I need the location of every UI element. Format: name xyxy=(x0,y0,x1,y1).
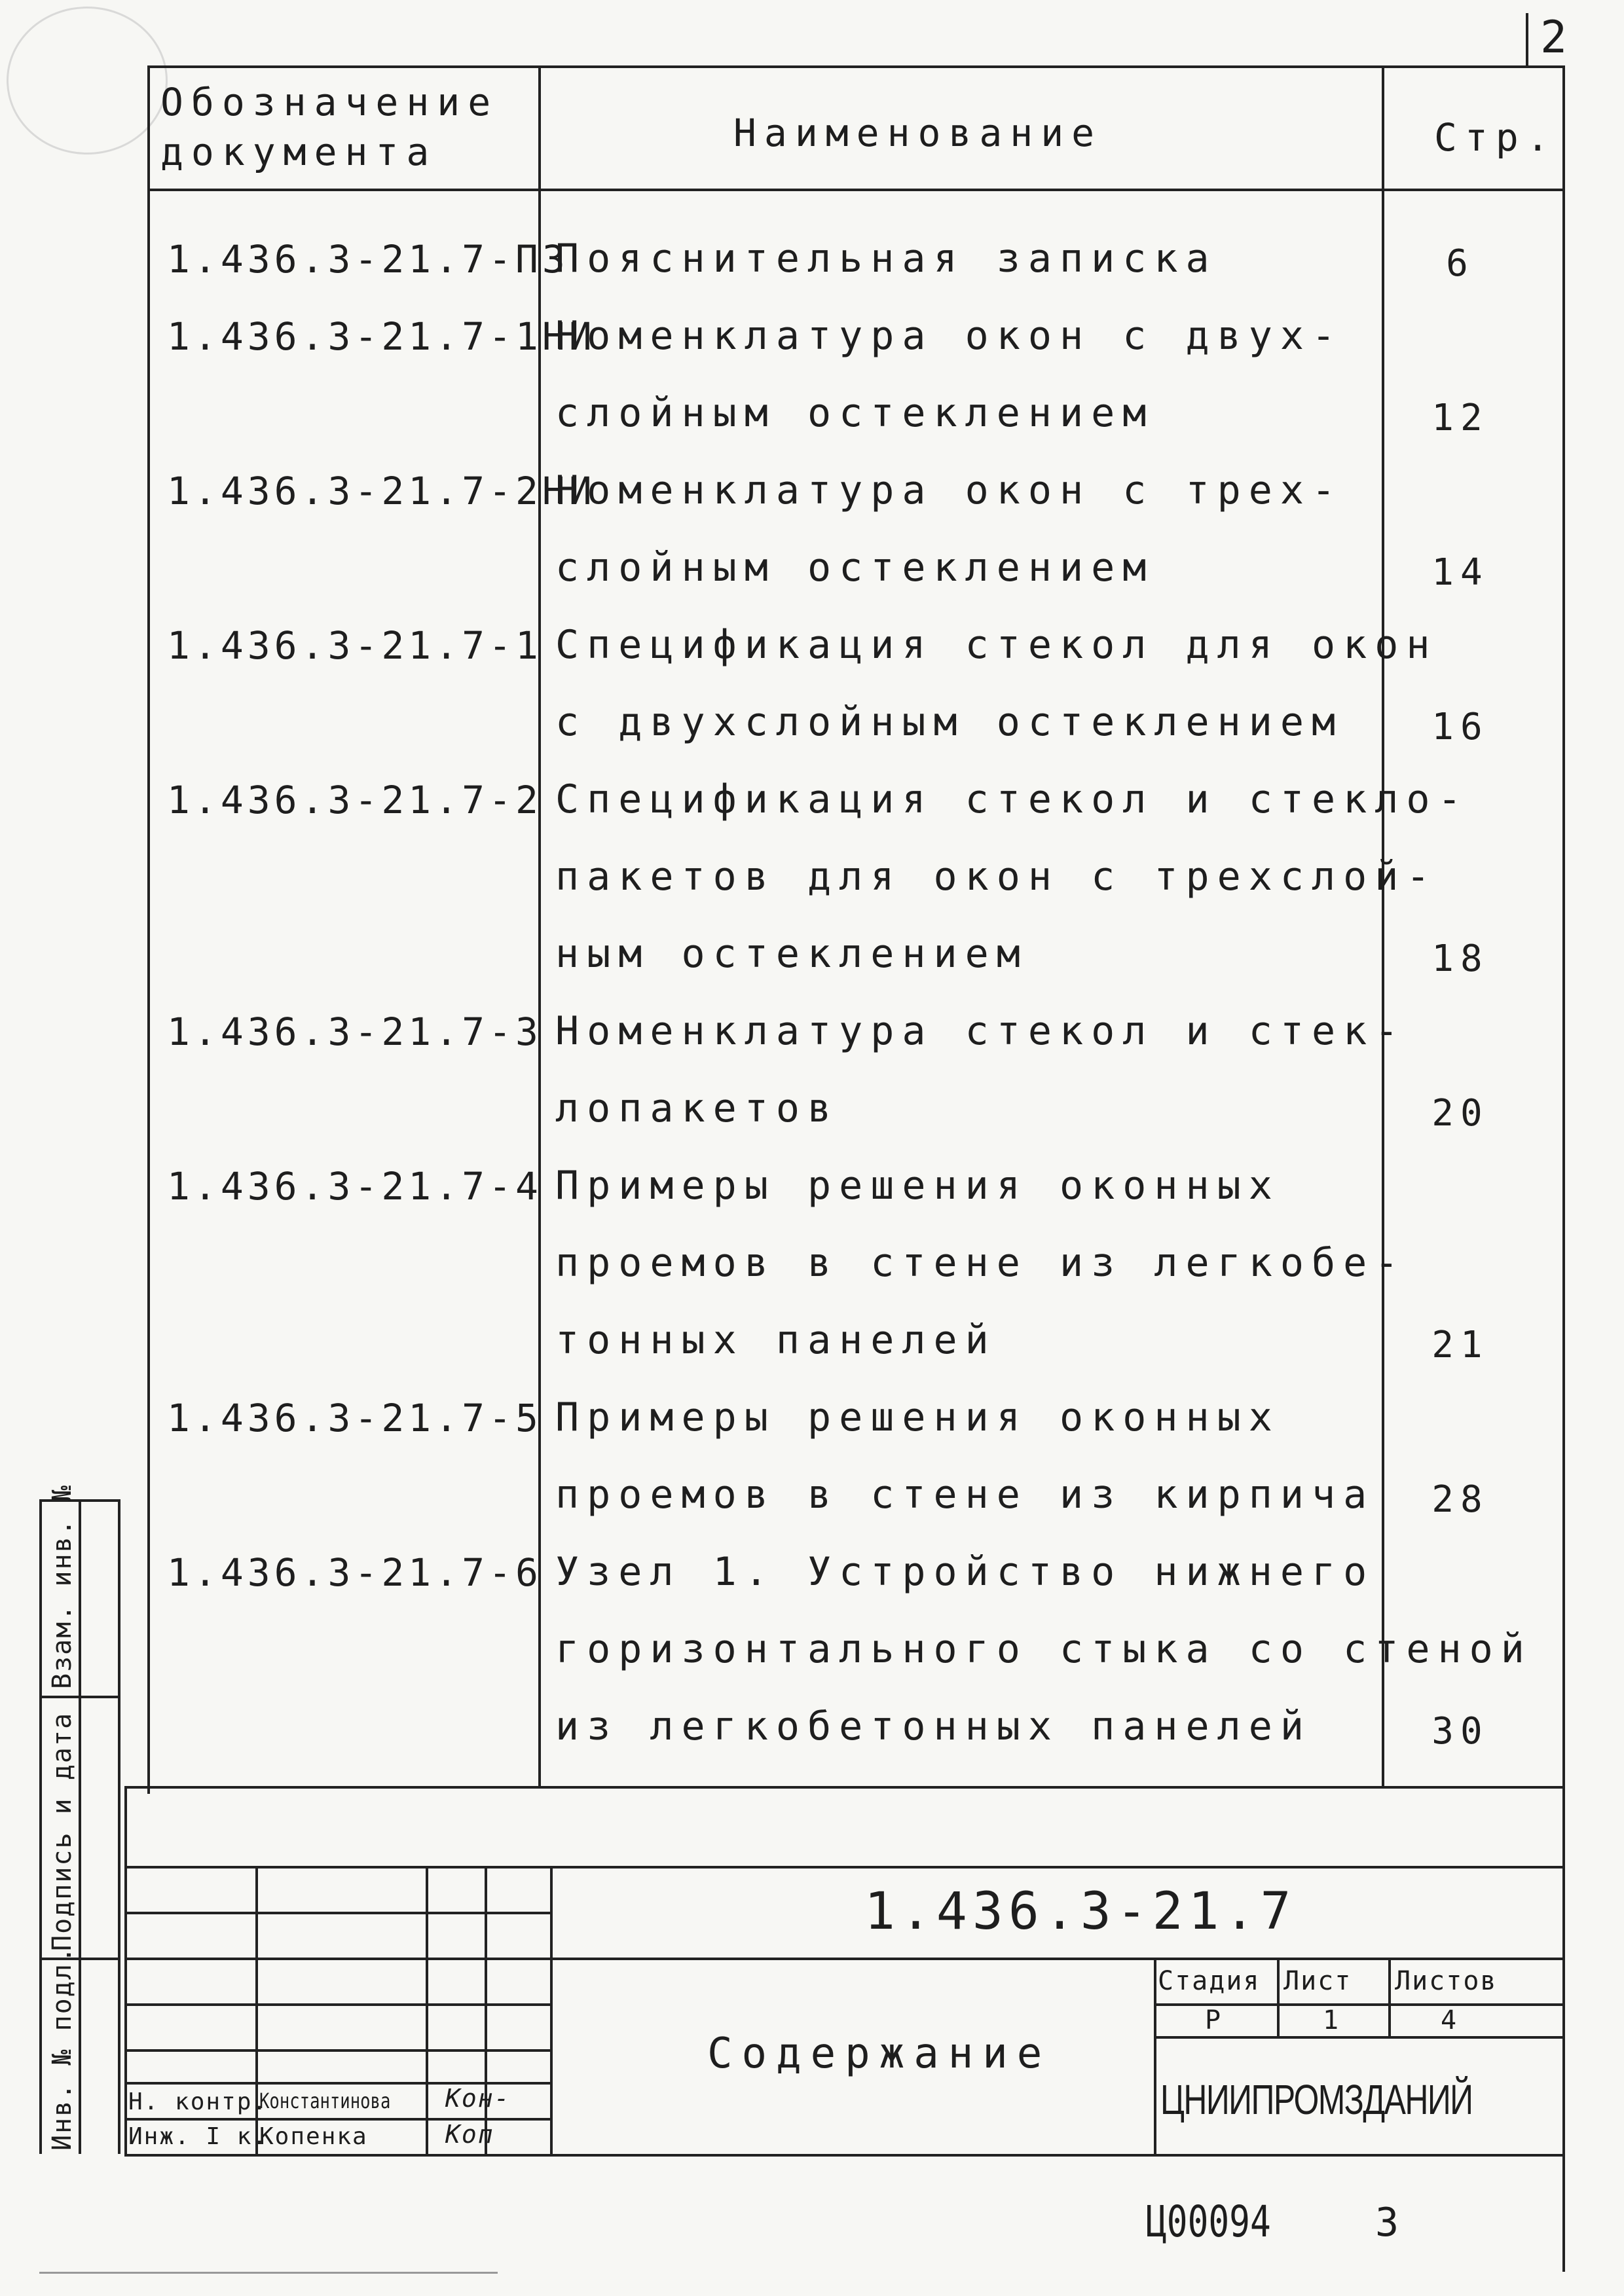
tb-line-1 xyxy=(124,1866,1565,1868)
tb-sheet-value: 1 xyxy=(1323,2005,1340,2035)
side-label-inv-podl: Инв. № подл. xyxy=(47,1946,77,2151)
tb-sign-1: Кон- xyxy=(445,2084,511,2113)
row-page: 30 xyxy=(1431,1710,1489,1753)
row-page: 16 xyxy=(1431,706,1489,748)
row-code: 1.436.3-21.7-2 xyxy=(167,778,542,822)
row-code: 1.436.3-21.7-4 xyxy=(167,1164,542,1209)
frame-right xyxy=(1562,65,1565,2272)
row-name-line: пакетов для окон с трехслой- xyxy=(555,854,1438,900)
tb-right-block-left xyxy=(1154,1958,1156,2154)
header-designation: Обозначение документа xyxy=(160,80,499,174)
tb-sheets-label: Листов xyxy=(1395,1966,1498,1996)
row-name-line: Номенклатура окон с двух- xyxy=(555,313,1344,359)
row-name-line: Узел 1. Устройство нижнего xyxy=(555,1549,1375,1595)
row-name-line: ным остеклением xyxy=(555,931,1028,977)
corner-divider xyxy=(1526,13,1528,65)
tb-role-2: Инж. I к. xyxy=(128,2123,268,2150)
tb-stage-value: Р xyxy=(1205,2005,1223,2035)
frame-top xyxy=(147,65,1565,68)
tb-left xyxy=(124,1786,127,2157)
row-code: 1.436.3-21.7-6 xyxy=(167,1550,542,1595)
row-code: 1.436.3-21.7-1НИ xyxy=(167,314,596,359)
header-page: Стр. xyxy=(1434,115,1557,160)
row-code: 1.436.3-21.7-1 xyxy=(167,623,542,668)
side-divider-1 xyxy=(39,1696,120,1698)
side-column-left xyxy=(39,1499,42,2154)
tb-sign-2: Коп xyxy=(445,2120,494,2149)
corner-sheet-number: 2 xyxy=(1540,12,1567,64)
row-page: 18 xyxy=(1431,938,1489,980)
tb-col-2 xyxy=(426,1866,428,2154)
row-name-line: лопакетов xyxy=(555,1085,840,1131)
tb-col-4 xyxy=(550,1866,553,2154)
frame-left xyxy=(147,65,150,1794)
footer-scan-edge xyxy=(39,2272,498,2274)
tb-doc-code: 1.436.3-21.7 xyxy=(864,1882,1297,1941)
row-page: 14 xyxy=(1431,551,1489,594)
row-name-line: Пояснительная записка xyxy=(555,236,1217,282)
tb-role-1: Н. контр. xyxy=(128,2088,268,2115)
row-code: 1.436.3-21.7-ПЗ xyxy=(167,237,569,282)
side-label-vzam: Взам. инв. № xyxy=(47,1484,77,1689)
row-code: 1.436.3-21.7-3 xyxy=(167,1010,542,1054)
row-name-line: Спецификация стекол для окон xyxy=(555,622,1438,668)
row-name-line: из легкобетонных панелей xyxy=(555,1704,1312,1749)
row-name-line: Номенклатура окон с трех- xyxy=(555,467,1344,513)
row-page: 12 xyxy=(1431,397,1489,439)
row-name-line: с двухслойным остеклением xyxy=(555,699,1344,745)
tb-name-1: Константинова xyxy=(259,2088,391,2113)
tb-sheet-label: Лист xyxy=(1283,1966,1352,1996)
tb-bottom xyxy=(124,2154,1565,2157)
archive-stamp xyxy=(7,7,168,155)
tb-stage-line-2 xyxy=(1154,2036,1565,2039)
tb-sheets-value: 4 xyxy=(1441,2005,1458,2035)
side-label-podpis: Подпись и дата xyxy=(47,1711,77,1951)
footer-archive-code: Ц00094 xyxy=(1146,2196,1271,2247)
row-page: 28 xyxy=(1431,1478,1489,1521)
row-code: 1.436.3-21.7-2НИ xyxy=(167,469,596,513)
header-bottom-line xyxy=(147,189,1565,191)
col-divider-2 xyxy=(1382,65,1384,1786)
row-name-line: слойным остеклением xyxy=(555,545,1154,591)
tb-line-3 xyxy=(124,1958,1565,1960)
side-column-right xyxy=(118,1499,120,2154)
row-page: 6 xyxy=(1446,242,1475,285)
row-name-line: Номенклатура стекол и стек- xyxy=(555,1008,1407,1054)
tb-stage-label: Стадия xyxy=(1158,1966,1261,1996)
row-name-line: Спецификация стекол и стекло- xyxy=(555,776,1469,822)
row-name-line: проемов в стене из кирпича xyxy=(555,1472,1375,1518)
tb-name-2: Копенка xyxy=(259,2123,368,2150)
row-name-line: горизонтального стыка со стеной xyxy=(555,1626,1532,1672)
tb-title: Содержание xyxy=(707,2030,1052,2078)
tb-stage-col-1 xyxy=(1277,1958,1280,2036)
contents-bottom-line xyxy=(124,1786,1565,1789)
side-column-mid xyxy=(79,1499,81,2154)
row-name-line: Примеры решения оконных xyxy=(555,1394,1280,1440)
tb-stage-col-2 xyxy=(1388,1958,1391,2036)
row-name-line: слойным остеклением xyxy=(555,390,1154,436)
header-name: Наименование xyxy=(733,111,1103,155)
row-name-line: проемов в стене из легкобе- xyxy=(555,1240,1407,1286)
row-page: 20 xyxy=(1431,1092,1489,1135)
row-page: 21 xyxy=(1431,1324,1489,1366)
footer-page: 3 xyxy=(1375,2200,1399,2246)
row-name-line: Примеры решения оконных xyxy=(555,1163,1280,1209)
row-name-line: тонных панелей xyxy=(555,1317,997,1363)
tb-organization: ЦНИИПРОМЗДАНИЙ xyxy=(1160,2076,1473,2123)
row-code: 1.436.3-21.7-5 xyxy=(167,1396,542,1440)
